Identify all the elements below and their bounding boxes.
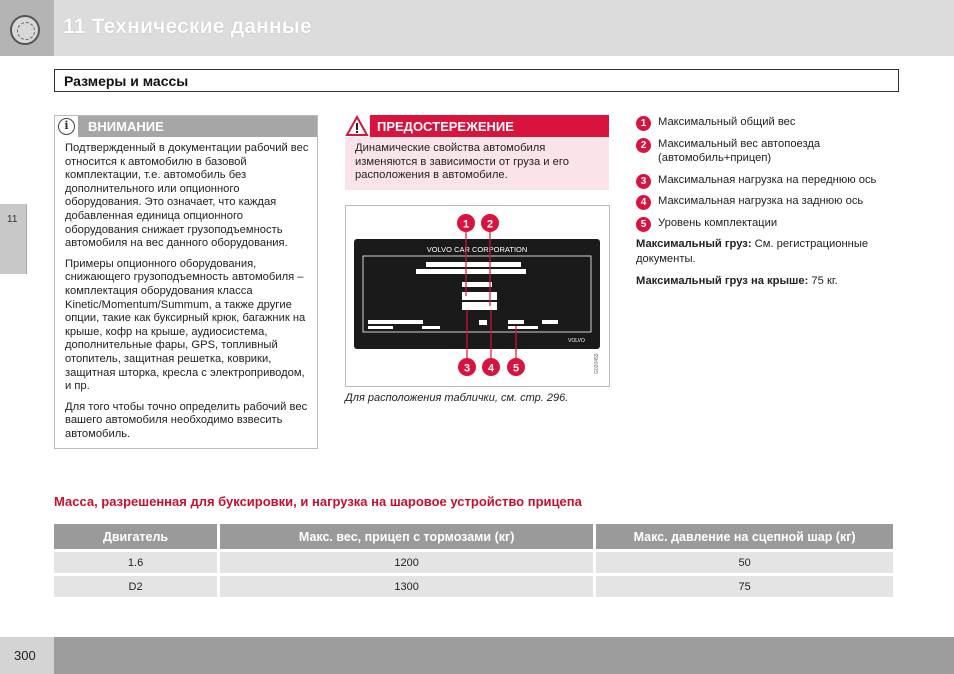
plate-field-2 <box>462 302 497 310</box>
plate-field <box>368 320 423 324</box>
table-cell: 75 <box>596 576 893 597</box>
max-load-label: Максимальный груз: <box>636 238 752 250</box>
legend <box>636 115 901 297</box>
legend-item <box>636 216 901 231</box>
plate-logo-text: VOLVO <box>568 338 585 344</box>
info-icon: i <box>58 118 75 135</box>
legend-text: Максимальная нагрузка на заднюю ось <box>658 195 864 207</box>
page-footer <box>0 637 954 674</box>
callout-label-2: 2 <box>486 218 494 231</box>
towing-table <box>51 521 896 600</box>
footer-tab <box>0 637 54 674</box>
plate-header-text: VOLVO CAR CORPORATION <box>426 245 528 254</box>
page-number: 300 <box>14 648 36 663</box>
plate-field <box>426 262 521 267</box>
table-cell: 50 <box>596 552 893 573</box>
legend-number-badge: 4 <box>636 195 651 210</box>
type-plate-illustration <box>346 206 611 388</box>
table-header-row <box>54 524 893 549</box>
legend-number-badge: 2 <box>636 138 651 153</box>
section-title: Размеры и массы <box>64 73 189 89</box>
roof-load-paragraph <box>636 274 901 289</box>
warning-heading: ПРЕДОСТЕРЕЖЕНИЕ <box>377 119 514 134</box>
callout-label-4: 4 <box>487 362 495 375</box>
page-header <box>0 0 954 56</box>
legend-number-badge: 5 <box>636 217 651 232</box>
legend-item <box>636 115 901 130</box>
callout-label-3: 3 <box>463 362 471 375</box>
callout-label-1: 1 <box>462 218 470 231</box>
plate-field-3 <box>479 320 487 325</box>
note-body <box>65 142 313 448</box>
table-cell: 1200 <box>220 552 593 573</box>
plate-field <box>368 326 393 329</box>
chapter-title: 11 Технические данные <box>63 15 312 38</box>
max-load-paragraph <box>636 237 901 266</box>
legend-number-badge: 3 <box>636 174 651 189</box>
warning-box <box>345 115 609 190</box>
chapter-thumb-label: 11 <box>7 214 18 225</box>
legend-item <box>636 194 901 209</box>
note-paragraph: Подтвержденный в документации рабочий вес относится к автомобилю в базовой комплектации, т.е. автомобиль без дополнительного или опционного оборудования. Это означает, что каждая добавленная единица опционного оборудования снижает грузоподъемность автомобиля на вес данного оборудования. <box>65 142 309 250</box>
legend-text: Максимальный вес автопоезда (автомобиль+прицеп) <box>658 137 821 164</box>
roof-load-text: 75 кг. <box>808 275 838 287</box>
table-row <box>54 552 893 573</box>
legend-text: Уровень комплектации <box>658 216 778 229</box>
callout-label-5: 5 <box>512 362 520 375</box>
table-row <box>54 576 893 597</box>
plate-field <box>416 269 526 274</box>
table-cell: 1.6 <box>54 552 217 573</box>
chapter-dial-icon <box>10 15 40 45</box>
table-cell: 1300 <box>220 576 593 597</box>
legend-item <box>636 173 901 188</box>
plate-field <box>422 326 440 329</box>
warning-header <box>345 115 609 137</box>
plate-field <box>508 326 538 329</box>
plate-field-5 <box>542 320 558 324</box>
section-heading-bar <box>54 69 899 92</box>
note-header <box>55 116 317 137</box>
type-plate-figure <box>345 205 610 387</box>
legend-number-badge: 1 <box>636 116 651 131</box>
figure-code: G020459 <box>594 353 600 374</box>
column-header-ball-load: Макс. давление на сцепной шар (кг) <box>596 524 893 549</box>
legend-item <box>636 137 901 166</box>
plate-field-4 <box>508 320 524 324</box>
column-header-engine: Двигатель <box>54 524 217 549</box>
roof-load-label: Максимальный груз на крыше: <box>636 275 809 287</box>
note-paragraph: Для того чтобы точно определить рабочий вес вашего автомобиля необходимо взвесить автомобиль. <box>65 400 308 440</box>
note-heading: ВНИМАНИЕ <box>88 119 164 134</box>
chapter-thumb-tab <box>0 204 27 274</box>
legend-text: Максимальный общий вес <box>658 116 796 128</box>
note-box <box>54 115 318 449</box>
warning-triangle-icon <box>345 115 369 137</box>
table-cell: D2 <box>54 576 217 597</box>
header-tab <box>0 0 54 56</box>
legend-text: Максимальная нагрузка на переднюю ось <box>658 173 877 186</box>
warning-text: Динамические свойства автомобиля изменяются в зависимости от груза и его расположения в автомобиле. <box>355 142 569 182</box>
figure-caption: Для расположения таблички, см. стр. 296. <box>345 392 569 404</box>
towing-section-title: Масса, разрешенная для буксировки, и нагрузка на шаровое устройство прицепа <box>54 494 582 509</box>
plate-field-1 <box>462 292 497 300</box>
note-paragraph: Примеры опционного оборудования, снижающего грузоподъемность автомобиля – комплектация оборудования класса Kinetic/Momentum/Summum, а также другие опции, такие как буксирный крюк, багажник на крыше, кофр на крыше, аудиосистема, дополнительные фары, GPS, топливный отопитель, защитная решетка, коврики, защитная шторка, кресла с электроприводом, и пр. <box>65 257 306 393</box>
column-header-trailer-weight: Макс. вес, прицеп с тормозами (кг) <box>220 524 593 549</box>
max-load-text: См. регистрационные документы. <box>636 238 869 265</box>
